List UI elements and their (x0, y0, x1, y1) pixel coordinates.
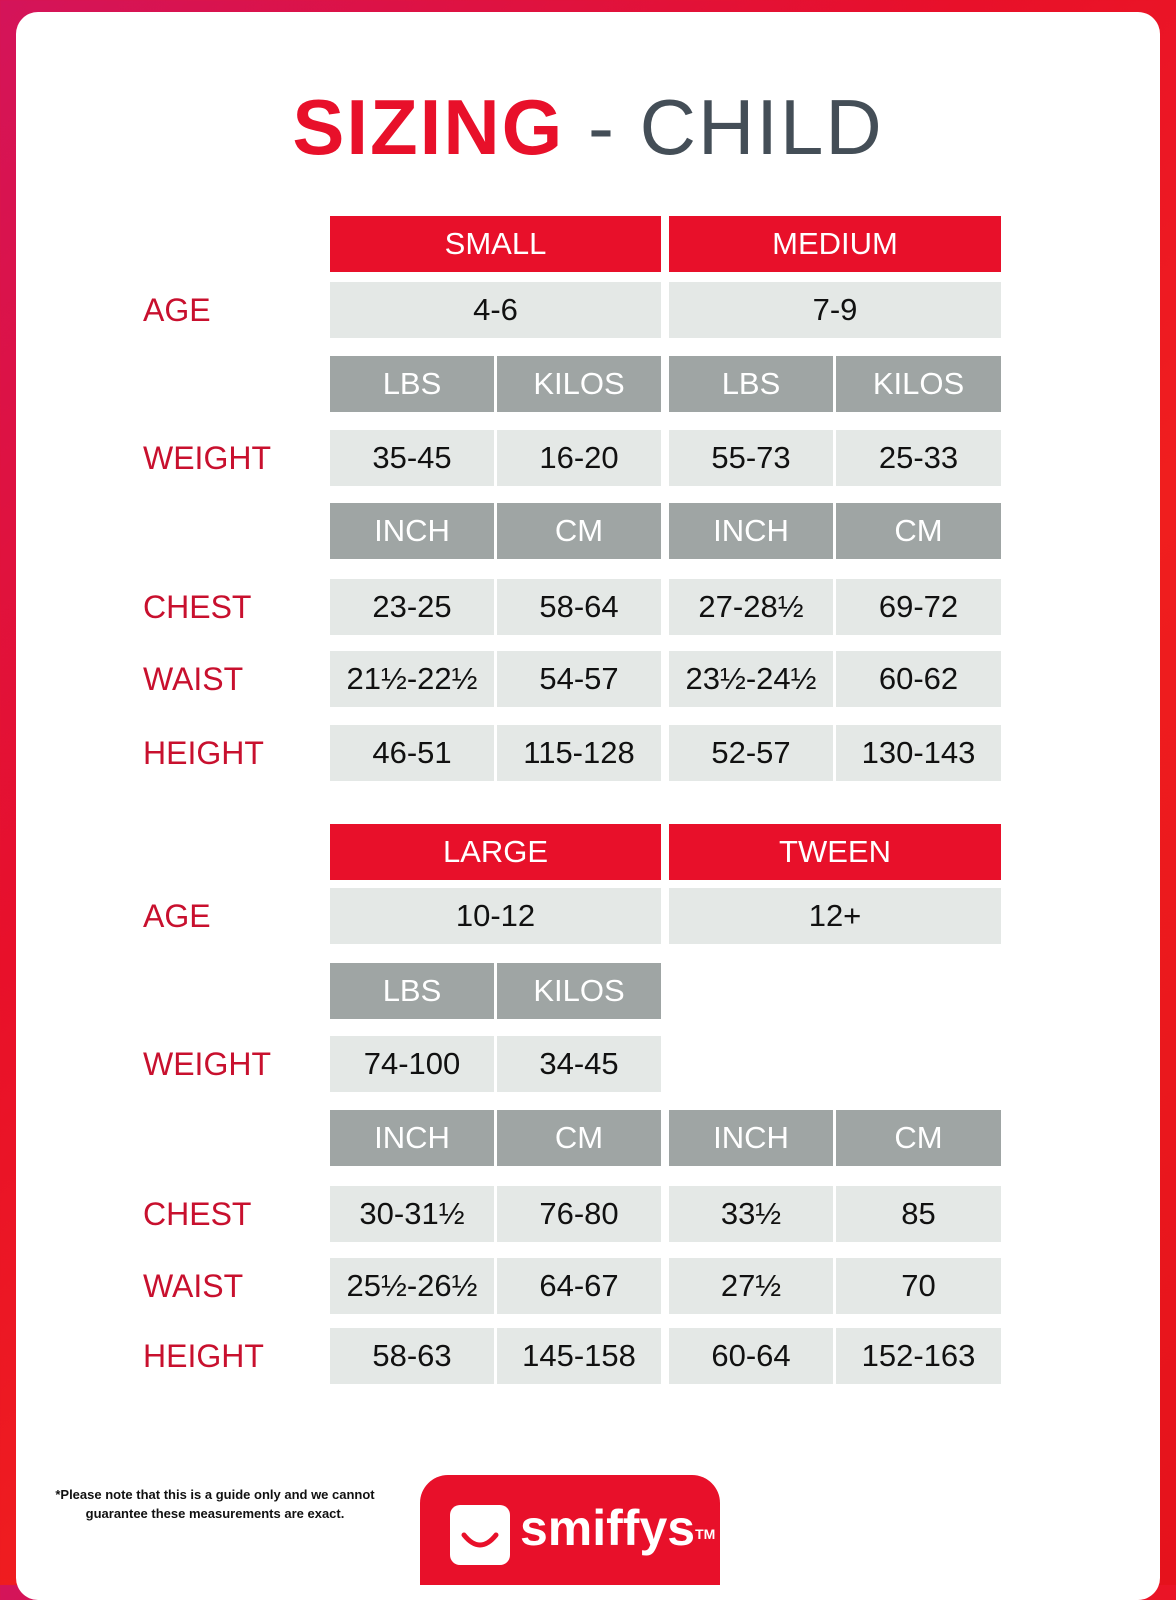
unit-header: INCH (669, 1110, 833, 1166)
waist-value: 23½-24½ (669, 651, 833, 707)
trademark-mark: TM (695, 1526, 716, 1542)
waist-value: 21½-22½ (330, 651, 494, 707)
smile-logo-icon (450, 1505, 510, 1565)
row-label-age: AGE (143, 898, 211, 934)
size-header-tween: TWEEN (669, 824, 1001, 880)
brand-logo (420, 1475, 720, 1585)
waist-value: 60-62 (836, 651, 1001, 707)
row-label-height: HEIGHT (143, 1338, 264, 1374)
row-label-waist: WAIST (143, 1268, 244, 1304)
size-header-medium: MEDIUM (669, 216, 1001, 272)
weight-value: 25-33 (836, 430, 1001, 486)
row-label-height: HEIGHT (143, 735, 264, 771)
waist-value: 54-57 (497, 651, 661, 707)
unit-header: CM (497, 503, 661, 559)
row-label-waist: WAIST (143, 661, 244, 697)
weight-value: 34-45 (497, 1036, 661, 1092)
weight-value: 35-45 (330, 430, 494, 486)
title-main: SIZING (292, 83, 565, 171)
row-label-age: AGE (143, 292, 211, 328)
unit-header: CM (836, 1110, 1001, 1166)
height-value: 152-163 (836, 1328, 1001, 1384)
row-label-weight: WEIGHT (143, 440, 271, 476)
unit-header: INCH (669, 503, 833, 559)
unit-header: LBS (669, 356, 833, 412)
height-value: 145-158 (497, 1328, 661, 1384)
height-value: 60-64 (669, 1328, 833, 1384)
chest-value: 85 (836, 1186, 1001, 1242)
size-chart-card (16, 12, 1160, 1600)
waist-value: 70 (836, 1258, 1001, 1314)
chest-value: 33½ (669, 1186, 833, 1242)
waist-value: 64-67 (497, 1258, 661, 1314)
chest-value: 27-28½ (669, 579, 833, 635)
brand-name: smiffys (520, 1500, 696, 1556)
size-header-small: SMALL (330, 216, 661, 272)
height-value: 130-143 (836, 725, 1001, 781)
chest-value: 58-64 (497, 579, 661, 635)
disclaimer-line: *Please note that this is a guide only and we cannot (55, 1487, 375, 1502)
disclaimer-line: guarantee these measurements are exact. (85, 1506, 345, 1521)
size-header-large: LARGE (330, 824, 661, 880)
height-value: 58-63 (330, 1328, 494, 1384)
chest-value: 69-72 (836, 579, 1001, 635)
title-suffix: - CHILD (588, 83, 884, 171)
chest-value: 30-31½ (330, 1186, 494, 1242)
unit-header: KILOS (497, 963, 661, 1019)
brand-wordmark (520, 1493, 715, 1563)
weight-value: 74-100 (330, 1036, 494, 1092)
unit-header: LBS (330, 963, 494, 1019)
height-value: 46-51 (330, 725, 494, 781)
unit-header: LBS (330, 356, 494, 412)
row-label-chest: CHEST (143, 589, 252, 625)
chest-value: 23-25 (330, 579, 494, 635)
page-title (16, 82, 1160, 172)
weight-value: 55-73 (669, 430, 833, 486)
unit-header: KILOS (497, 356, 661, 412)
unit-header: KILOS (836, 356, 1001, 412)
weight-value: 16-20 (497, 430, 661, 486)
height-value: 115-128 (497, 725, 661, 781)
age-value: 4-6 (330, 282, 661, 338)
age-value: 12+ (669, 888, 1001, 944)
chest-value: 76-80 (497, 1186, 661, 1242)
row-label-chest: CHEST (143, 1196, 252, 1232)
unit-header: INCH (330, 1110, 494, 1166)
unit-header: CM (836, 503, 1001, 559)
unit-header: INCH (330, 503, 494, 559)
disclaimer-note (20, 1485, 410, 1523)
height-value: 52-57 (669, 725, 833, 781)
age-value: 10-12 (330, 888, 661, 944)
unit-header: CM (497, 1110, 661, 1166)
age-value: 7-9 (669, 282, 1001, 338)
waist-value: 27½ (669, 1258, 833, 1314)
row-label-weight: WEIGHT (143, 1046, 271, 1082)
waist-value: 25½-26½ (330, 1258, 494, 1314)
